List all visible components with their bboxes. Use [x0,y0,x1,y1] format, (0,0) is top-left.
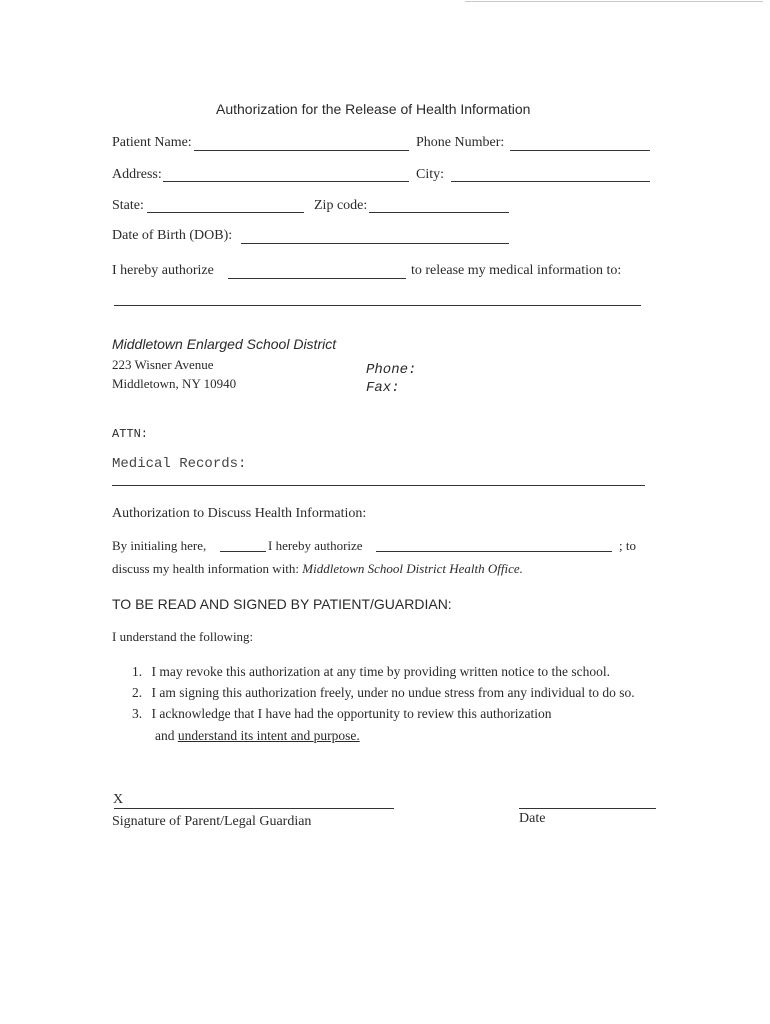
authorize-suffix: to release my medical information to: [411,263,622,278]
zip-code-label: Zip code: [314,198,368,213]
to-label: ; to [619,538,636,553]
item3-underlined-text: understand its intent and purpose. [177,728,360,743]
recipient-fax-label: Fax: [366,380,400,396]
list-item-number: 2. [132,685,143,700]
initials-field[interactable] [220,551,266,552]
health-office-name: Middletown School District Health Office. [302,561,523,576]
item3-and: and [155,728,175,743]
address-label: Address: [112,167,162,182]
list-item-text: I acknowledge that I have had the opportunity to review this authorization [151,706,552,721]
recipient-name: Middletown Enlarged School District [112,336,337,352]
list-item-text: I am signing this authorization freely, under no undue stress from any individual to do so. [151,685,635,700]
zip-code-field[interactable] [369,212,509,213]
authorize-prefix: I hereby authorize [112,263,214,278]
medical-records-label: Medical Records: [112,456,247,472]
authorize-who-field[interactable] [228,278,406,279]
understand-label: I understand the following: [112,629,254,644]
list-item [132,685,635,701]
form-title: Authorization for the Release of Health Information [216,101,531,117]
dob-field[interactable] [241,243,509,244]
city-field[interactable] [451,181,650,182]
city-label: City: [416,167,445,182]
discuss-heading: Authorization to Discuss Health Information: [112,506,367,521]
discuss-with-label: discuss my health information with: [112,561,300,576]
date-label: Date [519,811,546,826]
state-field[interactable] [147,212,304,213]
release-to-field[interactable] [114,305,641,306]
discuss-with-line [112,561,523,577]
address-field[interactable] [163,181,409,182]
date-field[interactable] [519,808,656,809]
phone-number-label: Phone Number: [416,135,505,150]
signature-label: Signature of Parent/Legal Guardian [112,814,312,829]
list-item-text: I may revoke this authorization at any time by providing written notice to the school. [151,664,611,679]
signature-x: X [113,792,124,807]
discuss-authorize-field[interactable] [376,551,612,552]
list-item-number: 1. [132,664,143,679]
attn-field[interactable] [112,485,645,486]
recipient-street: 223 Wisner Avenue [112,357,214,372]
recipient-city: Middletown, NY 10940 [112,376,237,391]
item3-continuation [155,728,360,744]
signed-by-heading: TO BE READ AND SIGNED BY PATIENT/GUARDIAN: [112,596,452,612]
patient-name-label: Patient Name: [112,135,192,150]
top-border-line [465,1,763,2]
list-item-number: 3. [132,706,143,721]
state-label: State: [112,198,144,213]
initialing-label: By initialing here, [112,538,207,553]
attn-label: ATTN: [112,427,149,441]
patient-name-field[interactable] [194,150,409,151]
list-item [132,664,610,680]
dob-label: Date of Birth (DOB): [112,228,233,243]
hereby-authorize-label: I hereby authorize [268,538,363,553]
list-item [132,706,552,722]
phone-number-field[interactable] [510,150,650,151]
recipient-phone-label: Phone: [366,362,417,378]
signature-field[interactable] [114,808,394,809]
